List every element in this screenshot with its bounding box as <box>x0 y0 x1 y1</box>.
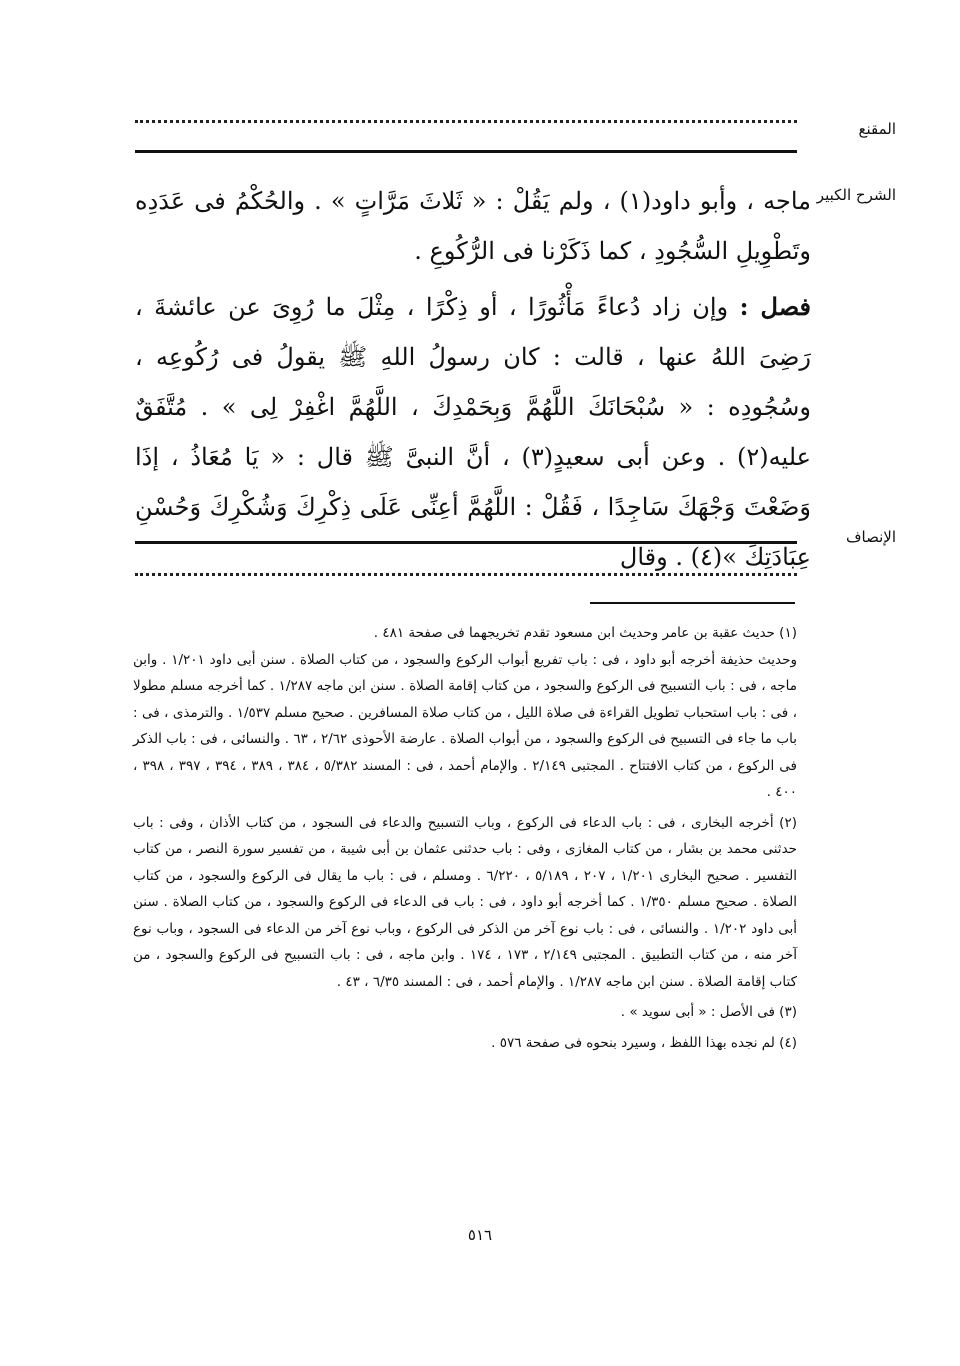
footnotes <box>133 620 797 1056</box>
muqni-dotted-rule <box>135 120 797 123</box>
main-paragraph-1: ماجه ، وأبو داود(١) ، ولم يَقُلْ : « ثَلاثَ مَرَّاتٍ » . والحُكْمُ فى عَدَدِه وتَطْوِيلِ السُّجُودِ ، كما ذَكَرْنا فى الرُّكُوعِ . <box>135 187 811 265</box>
label-sharh-kabir: الشرح الكبير <box>816 186 896 204</box>
main-text <box>135 176 811 582</box>
fasl-heading: فصل : <box>739 292 812 321</box>
label-muqni: المقنع <box>858 120 896 138</box>
label-insaf: الإنصاف <box>845 528 896 546</box>
footnote-2: (٢) أخرجه البخارى ، فى : باب الدعاء فى الركوع ، وباب التسبيح والدعاء فى السجود ، من كتاب الأذان ، وفى : باب حدثنى محمد بن بشار ، من كتاب المغازى ، وفى : باب حدثنى عثمان بن أبى شيبة ، من تفسير سورة النصر ، من كتاب التفسير . صحيح البخارى ١/٢٠١ ، ٢٠٧ ، ٥/١٨٩ ، ٦/٢٢٠ . ومسلم ، فى : باب ما يقال فى الركوع والسجود ، من كتاب الصلاة . صحيح مسلم ١/٣٥٠ . كما أخرجه أبو داود ، فى : باب فى الدعاء فى الركوع والسجود ، من كتاب الصلاة . سنن أبى داود ١/٢٠٢ . والنسائى ، فى : باب نوع آخر من الذكر فى الركوع ، وباب نوع آخر من الدعاء فى السجود ، وباب نوع آخر منه ، من كتاب التطبيق . المجتبى ٢/١٤٩ ، ١٧٣ ، ١٧٤ . وابن ماجه ، فى : باب التسبيح فى الركوع والسجود ، من كتاب إقامة الصلاة . سنن ابن ماجه ١/٢٨٧ . والإمام أحمد ، فى : المسند ٦/٣٥ ، ٤٣ . <box>133 814 797 990</box>
footnote-4: (٤) لم نجده بهذا اللفظ ، وسيرد بنحوه فى صفحة ٥٧٦ . <box>491 1034 797 1051</box>
main-paragraph-2-text: وإن زاد دُعاءً مَأْثُورًا ، أو ذِكْرًا ، مِثْلَ ما رُوِىَ عن عائشةَ ، رَضِىَ اللهُ عنها ، قالت : كان رسولُ اللهِ ﷺ يقولُ فى رُكُوعِه ، وسُجُودِه : « سُبْحَانَكَ اللَّهُمَّ وَبِحَمْدِكَ ، اللَّهُمَّ اغْفِرْ لِى » . مُتَّفَقٌ عليه(٢) . وعن أبى سعيدٍ(٣) ، أنَّ النبىَّ ﷺ قال : « يَا مُعَاذُ ، إذَا وَضَعْتَ وَجْهَكَ سَاجِدًا ، فَقُلْ : اللَّهُمَّ أعِنِّى عَلَى ذِكْرِكَ وَشُكْرِكَ وَحُسْنِ عِبَادَتِكَ »(٤) . وقال <box>135 293 812 571</box>
footnote-1-continued: وحديث حذيفة أخرجه أبو داود ، فى : باب تفريع أبواب الركوع والسجود ، من كتاب الصلاة . سنن أبى داود ١/٢٠١ . وابن ماجه ، فى : باب التسبيح فى الركوع والسجود ، من كتاب إقامة الصلاة . سنن ابن ماجه ١/٢٨٧ . كما أخرجه مسلم مطولا ، فى : باب استحباب تطويل القراءة فى صلاة الليل ، من كتاب صلاة المسافرين . صحيح مسلم ١/٥٣٧ . والترمذى ، فى : باب ما جاء فى التسبيح فى الركوع والسجود ، من أبواب الصلاة . عارضة الأحوذى ٢/٦٢ ، ٦٣ . والنسائى ، فى : باب الذكر فى الركوع ، من كتاب الافتتاح . المجتبى ٢/١٤٩ . والإمام أحمد ، فى : المسند ٥/٣٨٢ ، ٣٨٤ ، ٣٨٩ ، ٣٩٤ ، ٣٩٧ ، ٣٩٨ ، ٤٠٠ . <box>133 651 797 800</box>
footnote-1: (١) حديث عقبة بن عامر وحديث ابن مسعود تقدم تخريجهما فى صفحة ٤٨١ . <box>373 625 797 641</box>
insaf-rule <box>135 541 797 544</box>
footnote-3: (٣) فى الأصل : « أبى سويد » . <box>620 1004 797 1020</box>
footnote-separator <box>590 602 795 604</box>
page-number: ٥١٦ <box>467 1226 493 1244</box>
header-rule <box>135 150 797 153</box>
main-paragraph-2 <box>135 282 811 582</box>
insaf-dotted-rule <box>135 573 797 576</box>
